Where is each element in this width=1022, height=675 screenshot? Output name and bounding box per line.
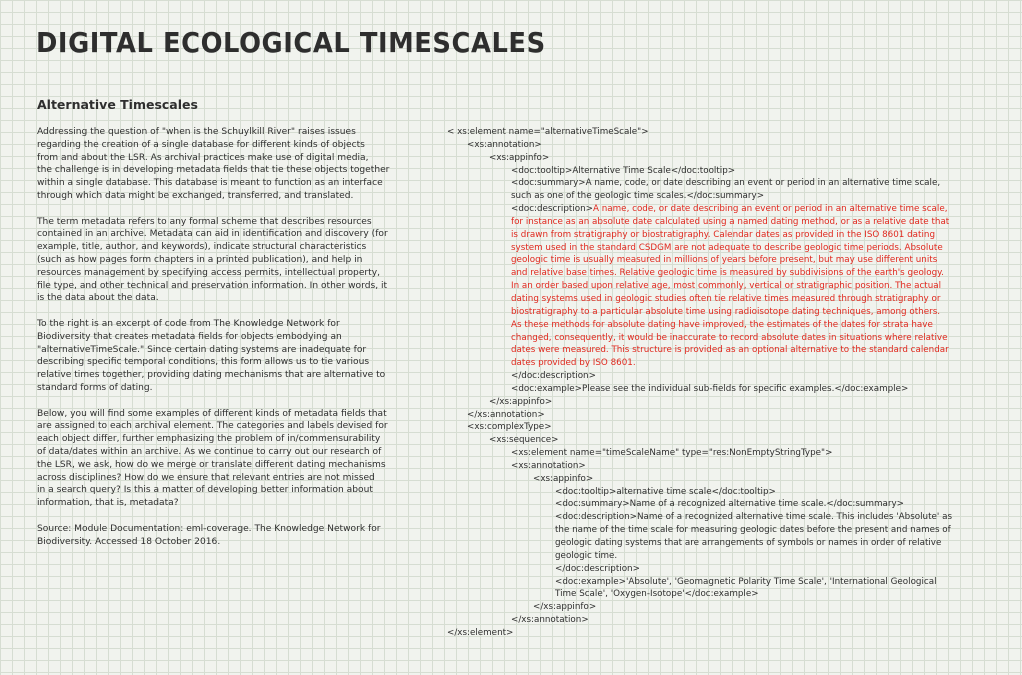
highlighted-description: dates provided by ISO 8601.: [511, 358, 636, 369]
code-line: geologic dating systems that are arrangements of symbols or names in order of relative: [555, 538, 942, 548]
code-line: <doc:tooltip>Alternative Time Scale</doc:tooltip>: [511, 165, 736, 176]
code-line: <xs:complexType>: [467, 422, 552, 433]
code-line: <xs:sequence>: [489, 435, 559, 446]
paragraph-code-excerpt: To the right is an excerpt of code from The Knowledge Network for Biodiversity that creates metadata fields for objects embodying an "alternativeTimeScale." Since certain dating systems are inadequate for describing specific temporal conditions, this form allows us to tie various relative times together, providing dating mechanisms that are alternative to standard forms of dating.: [37, 318, 386, 393]
section-heading: Alternative Timescales: [37, 97, 198, 112]
code-line: geologic time.: [555, 550, 618, 561]
highlighted-description: biostratigraphy to a particular absolute time using radioisotope dating techniques, among others.: [511, 306, 941, 317]
code-line: <doc:tooltip>alternative time scale</doc:tooltip>: [555, 486, 776, 497]
highlighted-description: and relative base times. Relative geologic time is measured by subdivisions of the earth's geology.: [511, 268, 944, 279]
code-line: <doc:summary>Name of a recognized alternative time scale.</doc:summary>: [555, 499, 904, 510]
highlighted-description: dating systems used in geologic studies often tie relative times measured through stratigraphy or: [511, 293, 941, 304]
code-line: <doc:summary>A name, code, or date describing an event or period in an alternative time scale,: [511, 178, 941, 189]
code-line: Time Scale', 'Oxygen-Isotope'</doc:example>: [555, 589, 759, 600]
highlighted-description: geologic time is usually measured in millions of years before present, but may use different units: [511, 255, 938, 266]
code-description-tag: <doc:description>: [511, 204, 593, 215]
code-excerpt: [447, 126, 992, 640]
code-line: </xs:appinfo>: [533, 602, 597, 613]
code-line: <doc:description>Name of a recognized alternative time scale. This includes 'Absolute' as: [555, 512, 953, 523]
paragraph-metadata: The term metadata refers to any formal scheme that describes resources contained in an archive. Metadata can aid in identification and discovery (for example, title, author, and keywords), indicate structural characteristics (such as how pages form chapters in a printed publication), and help in resources management by specifying access permits, intellectual property, file type, and other technical and preservation information. In other words, it is the data about the data.: [37, 216, 388, 304]
highlighted-description: A name, code, or date describing an event or period in an alternative time scale,: [592, 204, 948, 215]
page-title: DIGITAL ECOLOGICAL TIMESCALES: [36, 26, 546, 59]
code-line: such as one of the geologic time scales.</doc:summary>: [511, 191, 765, 202]
code-line: <xs:element name="timeScaleName" type="res:NonEmptyStringType">: [511, 448, 833, 459]
code-line: </xs:annotation>: [467, 409, 545, 420]
code-line: <doc:example>Please see the individual sub-fields for specific examples.</doc:example>: [511, 383, 909, 394]
highlighted-description: dates were measured. This structure is provided as an optional alternative to the standard calendar: [511, 345, 949, 356]
highlighted-description: In an order based upon relative age, most commonly, vertical or stratigraphic position. The actual: [511, 281, 942, 292]
paragraph-examples: Below, you will find some examples of different kinds of metadata fields that are assigned to each archival element. The categories and labels devised for each object differ, further emphasizing the problem of in/commensurability of data/dates within an archive. As we continue to carry out our research of the LSR, we ask, how do we merge or translate different dating mechanisms across disciplines? How do we ensure that relevant entries are not missed in a search query? Is this a matter of developing better information about information, that is, metadata?: [37, 408, 388, 509]
code-line: </doc:description>: [555, 563, 640, 574]
code-line: < xs:element name="alternativeTimeScale">: [447, 127, 649, 137]
highlighted-description: system used in the standard CSDGM are not adequate to describe geologic time periods. Absolute: [511, 242, 943, 253]
code-line: </xs:annotation>: [511, 615, 589, 626]
code-line: <xs:annotation>: [511, 460, 586, 471]
code-line: </doc:description>: [511, 371, 596, 382]
paragraph-intro: Addressing the question of "when is the Schuylkill River" raises issues regarding the creation of a single database for different kinds of objects from and about the LSR. As archival practices make use of digital media, the challenge is in developing metadata fields that tie these objects together within a single database. This database is meant to function as an interface through which data might be exchanged, transferred, and translated.: [37, 127, 390, 201]
intro-text: [37, 126, 407, 561]
highlighted-description: changed, consequently, it would be inaccurate to record absolute dates in situations where relative: [511, 332, 948, 343]
highlighted-description: As these methods for absolute dating have improved, the estimates of the dates for strata have: [511, 319, 933, 330]
paragraph-source: Source: Module Documentation: eml-coverage. The Knowledge Network for Biodiversity. Accessed 18 October 2016.: [37, 523, 381, 547]
code-line: the name of the time scale for measuring geologic dates before the present and names of: [555, 525, 951, 536]
code-line: <doc:example>'Absolute', 'Geomagnetic Polarity Time Scale', 'International Geological: [555, 576, 937, 587]
code-line: </xs:element>: [447, 627, 514, 638]
highlighted-description: is drawn from stratigraphy or biostratigraphy. Calendar dates as provided in the ISO 8601 dating: [511, 229, 936, 240]
code-line: </xs:appinfo>: [489, 396, 553, 407]
code-line: <xs:appinfo>: [489, 152, 550, 163]
code-line: <xs:appinfo>: [533, 473, 594, 484]
code-line: <xs:annotation>: [467, 139, 542, 150]
highlighted-description: for instance as an absolute date calculated using a named dating method, or as a relative date that: [511, 216, 950, 227]
code-description-line: [447, 203, 992, 216]
